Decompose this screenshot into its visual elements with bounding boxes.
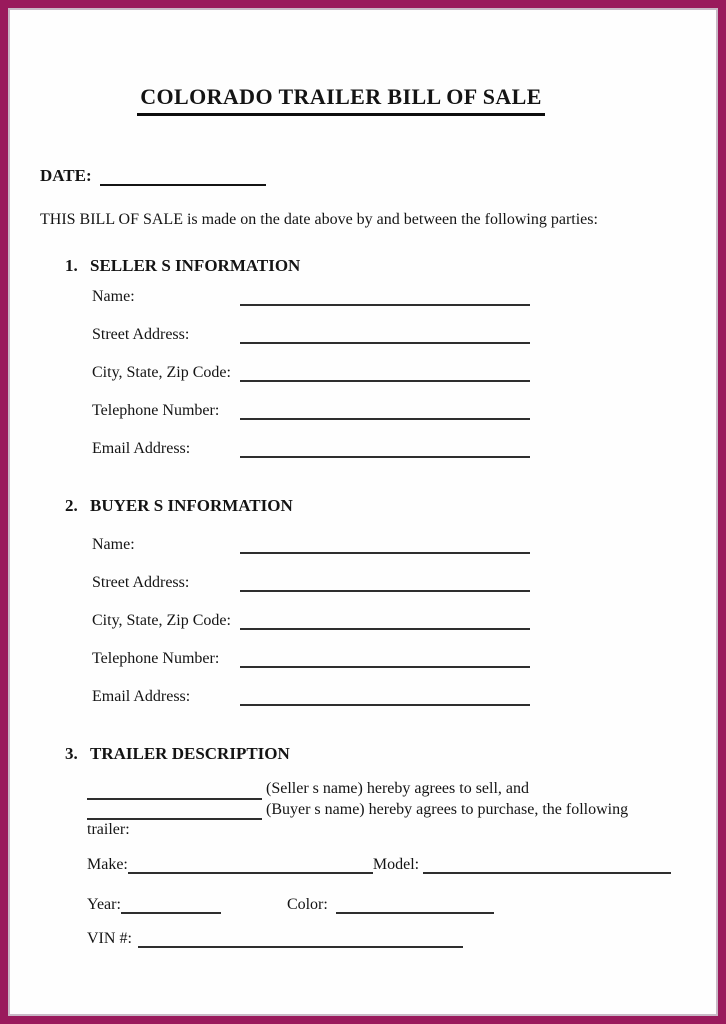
vin-label: VIN #: [87,930,132,947]
seller-agrees-text: (Seller s name) hereby agrees to sell, and [266,780,530,797]
date-label: DATE: [40,166,92,185]
seller-city-input-line[interactable] [240,363,530,382]
make-model-row [87,855,671,874]
seller-name-blank-line[interactable] [87,783,262,800]
buyer-name-blank-line[interactable] [87,803,262,820]
buyer-street-input-line[interactable] [240,573,530,592]
buyer-name-row [92,535,530,555]
date-row [40,166,266,186]
trailer-description-block [87,779,719,841]
section-trailer-title: TRAILER DESCRIPTION [90,744,290,763]
buyer-agrees-text: (Buyer s name) hereby agrees to purchase, the following [266,800,629,818]
section-seller-number: 1. [65,256,78,275]
field-label: Street Address: [92,326,190,343]
field-label: Street Address: [92,574,190,591]
make-label: Make: [87,856,128,873]
buyer-agrees-line [87,800,719,821]
buyer-street-row [92,573,530,593]
seller-street-input-line[interactable] [240,325,530,344]
model-input-line[interactable] [423,855,671,874]
seller-city-row [92,363,530,383]
model-label: Model: [372,856,424,873]
seller-street-row [92,325,530,345]
buyer-city-row [92,611,530,631]
section-trailer-number: 3. [65,744,78,763]
buyer-city-input-line[interactable] [240,611,530,630]
document-sheet [8,8,718,1016]
section-buyer-number: 2. [65,496,78,515]
section-buyer-title: BUYER S INFORMATION [90,496,293,515]
year-input-line[interactable] [121,895,221,914]
title-block [10,84,672,116]
seller-phone-row [92,401,530,421]
seller-name-row [92,287,530,307]
section-buyer-heading [65,496,293,516]
intro-text: THIS BILL OF SALE is made on the date above by and between the following parties: [40,211,598,228]
field-label: Telephone Number: [92,402,220,419]
page-title: COLORADO TRAILER BILL OF SALE [137,84,545,116]
year-label: Year: [87,896,121,913]
buyer-phone-row [92,649,530,669]
make-input-line[interactable] [128,855,373,874]
seller-name-input-line[interactable] [240,287,530,306]
field-label: City, State, Zip Code: [92,364,231,381]
section-seller-title: SELLER S INFORMATION [90,256,301,275]
field-label: Telephone Number: [92,650,220,667]
year-color-row [87,895,494,914]
seller-agrees-line [87,779,719,800]
buyer-email-input-line[interactable] [240,687,530,706]
field-label: Name: [92,288,135,305]
color-label: Color: [286,896,332,913]
vin-input-line[interactable] [138,929,463,948]
trailer-continuation-text: trailer: [87,821,130,838]
vin-row [87,929,463,948]
date-input-line[interactable] [100,167,266,186]
seller-phone-input-line[interactable] [240,401,530,420]
field-label: City, State, Zip Code: [92,612,231,629]
seller-email-row [92,439,530,459]
field-label: Email Address: [92,688,191,705]
buyer-name-input-line[interactable] [240,535,530,554]
color-input-line[interactable] [336,895,494,914]
field-label: Name: [92,536,135,553]
buyer-phone-input-line[interactable] [240,649,530,668]
seller-email-input-line[interactable] [240,439,530,458]
section-seller-heading [65,256,300,276]
section-trailer-heading [65,744,290,764]
buyer-email-row [92,687,530,707]
field-label: Email Address: [92,440,191,457]
